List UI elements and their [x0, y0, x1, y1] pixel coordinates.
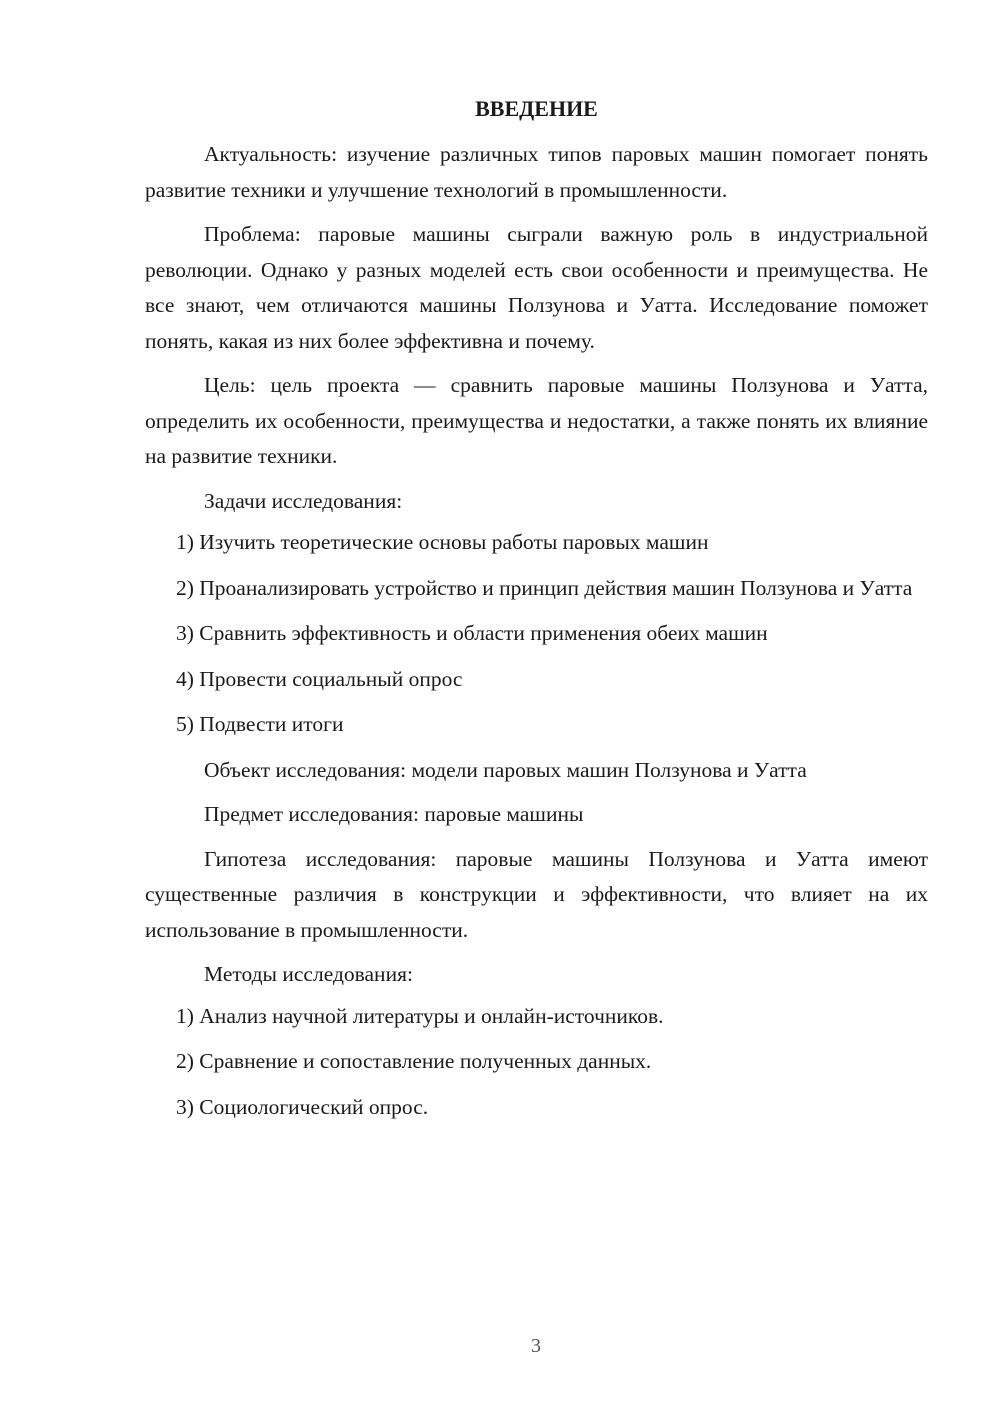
- hypothesis-paragraph: Гипотеза исследования: паровые машины Ползунова и Уатта имеют существенные различия в конструкции и эффективности, что влияет на их использование в промышленности.: [145, 846, 928, 942]
- task-item-5: 5) Подвести итоги: [176, 712, 344, 736]
- problem-paragraph: Проблема: паровые машины сыграли важную роль в индустриальной революции. Однако у разных моделей есть свои особенности и преимущества. Не все знают, чем отличаются машины Ползунова и Уатта. Исследование поможет понять, какая из них более эффективна и почему.: [145, 222, 928, 353]
- subject-paragraph: Предмет исследования: паровые машины: [204, 802, 584, 826]
- methods-title: Методы исследования:: [204, 962, 413, 986]
- object-paragraph: Объект исследования: модели паровых машин Ползунова и Уатта: [204, 757, 807, 782]
- task-item-2: 2) Проанализировать устройство и принцип действия машин Ползунова и Уатта: [176, 575, 913, 600]
- tasks-title: Задачи исследования:: [204, 488, 403, 513]
- task-item-3: 3) Сравнить эффективность и области применения обеих машин: [176, 621, 768, 645]
- task-item-4: 4) Провести социальный опрос: [176, 666, 463, 691]
- relevance-paragraph: Актуальность: изучение различных типов паровых машин помогает понять развитие техники и улучшение технологий в промышленности.: [145, 142, 928, 202]
- method-item-1: 1) Анализ научной литературы и онлайн-источников.: [176, 1003, 664, 1028]
- page-content: [145, 92, 928, 1135]
- method-item-2: 2) Сравнение и сопоставление полученных данных.: [176, 1049, 652, 1073]
- task-item-1: 1) Изучить теоретические основы работы паровых машин: [176, 530, 709, 554]
- goal-paragraph: Цель: цель проекта — сравнить паровые машины Ползунова и Уатта, определить их особенности, преимущества и недостатки, а также понять их влияние на развитие техники.: [145, 373, 928, 468]
- method-item-3: 3) Социологический опрос.: [176, 1094, 429, 1119]
- section-heading: ВВЕДЕНИЕ: [475, 96, 598, 121]
- page-number: 3: [531, 1335, 541, 1357]
